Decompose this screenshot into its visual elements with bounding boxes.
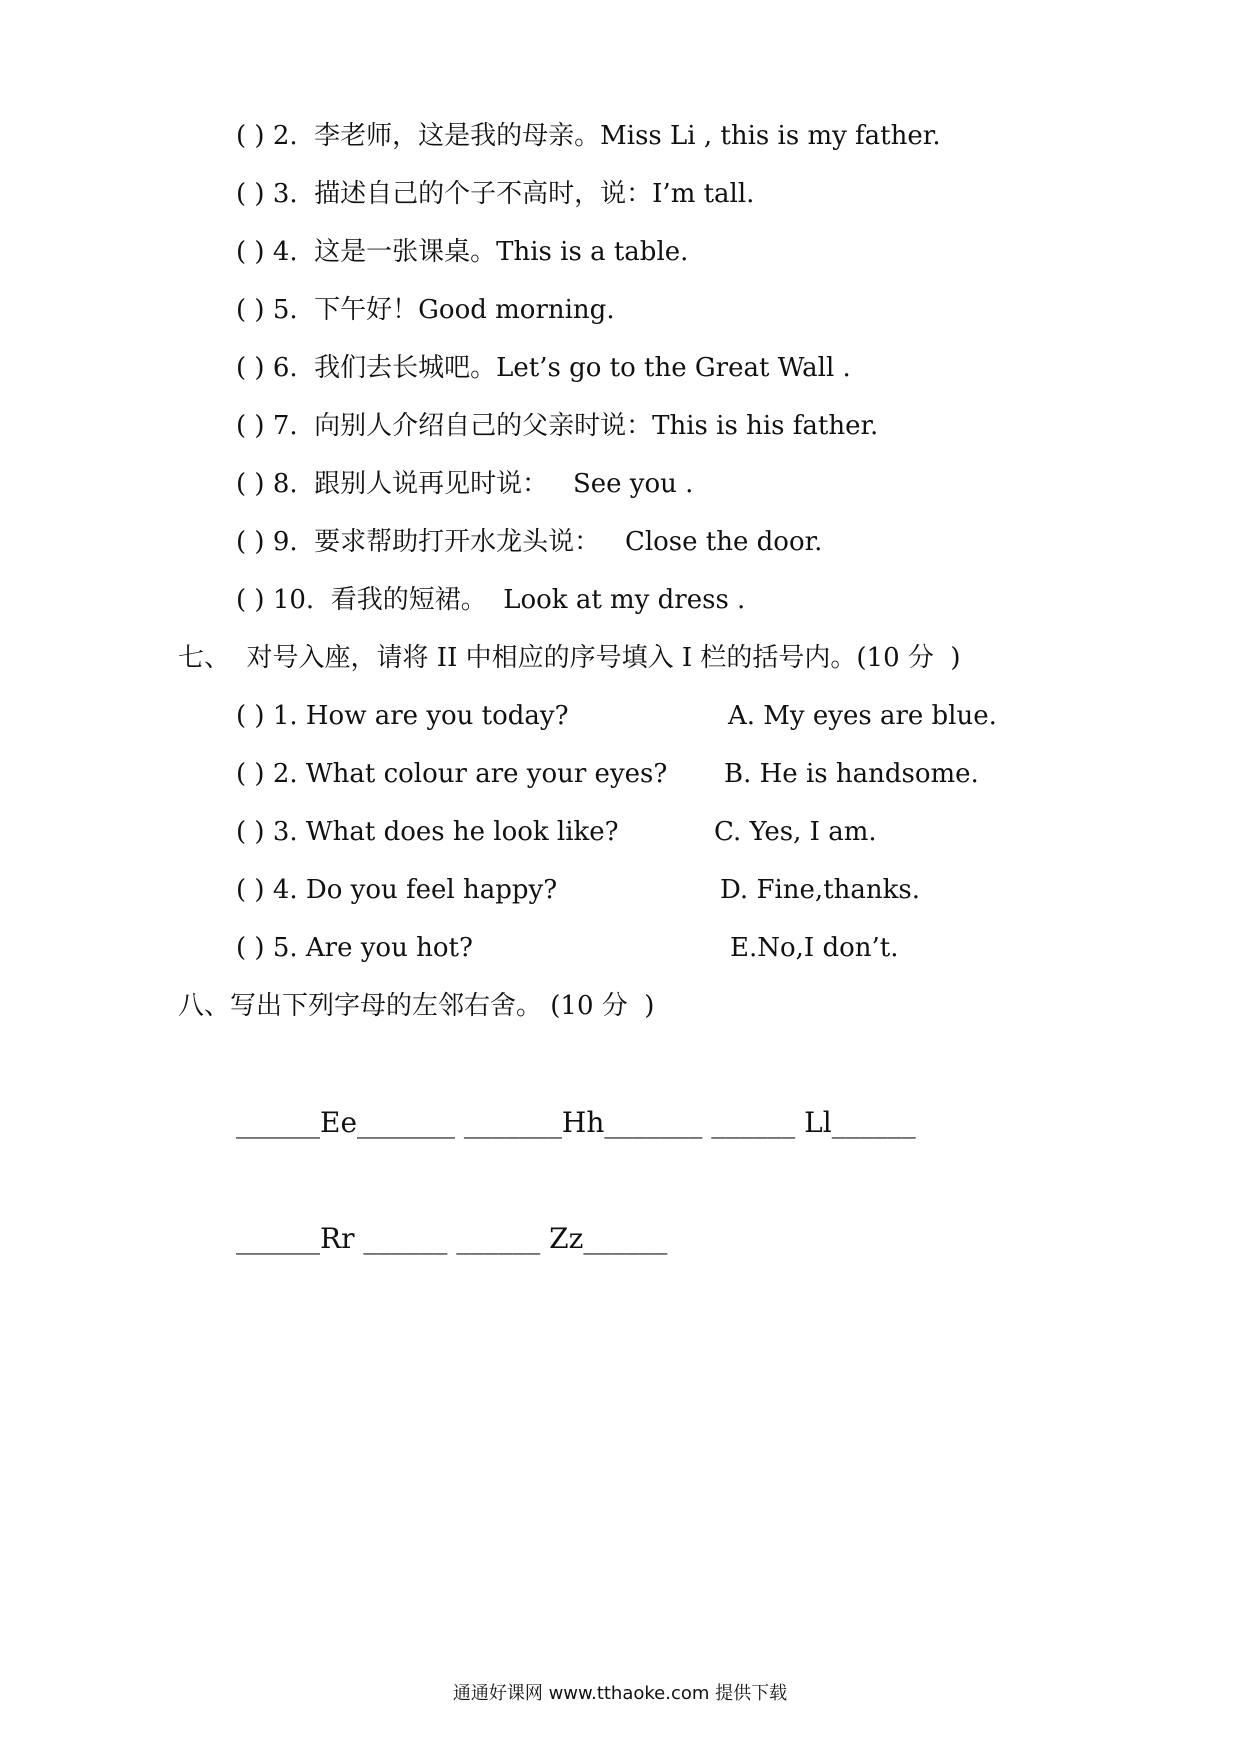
section7-answer-c: C. Yes, I am. bbox=[714, 817, 877, 847]
section6-item-8: ( ) 8. 跟别人说再见时说： See you . bbox=[236, 469, 694, 499]
section6-item-3: ( ) 3. 描述自己的个子不高时，说：I’m tall. bbox=[236, 179, 755, 209]
section6-item-6: ( ) 6. 我们去长城吧。Let’s go to the Great Wall . bbox=[236, 353, 851, 383]
section7-answer-e: E.No,I don’t. bbox=[730, 933, 899, 963]
section7-heading: 七、 对号入座，请将 II 中相应的序号填入 I 栏的括号内。(10 分 ) bbox=[178, 643, 961, 673]
section6-item-10: ( ) 10. 看我的短裙。 Look at my dress . bbox=[236, 585, 746, 615]
section7-answer-d: D. Fine,thanks. bbox=[720, 875, 921, 905]
section7-question-2: ( ) 2. What colour are your eyes? bbox=[236, 759, 668, 789]
section6-item-5: ( ) 5. 下午好！Good morning. bbox=[236, 295, 615, 325]
section7-answer-b: B. He is handsome. bbox=[724, 759, 979, 789]
section6-item-2: ( ) 2. 李老师，这是我的母亲。Miss Li , this is my father. bbox=[236, 121, 941, 151]
footer-watermark: 通通好课网 www.tthaoke.com 提供下载 bbox=[452, 1683, 788, 1704]
section7-question-5: ( ) 5. Are you hot? bbox=[236, 933, 473, 963]
letters-row-1: ______Ee_______ _______Hh_______ ______ Ll______ bbox=[236, 1106, 916, 1139]
section8-heading: 八、写出下列字母的左邻右舍。 (10 分 ) bbox=[178, 991, 655, 1021]
section7-answer-a: A. My eyes are blue. bbox=[728, 701, 997, 731]
section6-item-4: ( ) 4. 这是一张课桌。This is a table. bbox=[236, 237, 689, 267]
section7-question-3: ( ) 3. What does he look like? bbox=[236, 817, 619, 847]
section6-item-7: ( ) 7. 向别人介绍自己的父亲时说：This is his father. bbox=[236, 411, 879, 441]
section7-question-4: ( ) 4. Do you feel happy? bbox=[236, 875, 558, 905]
section7-question-1: ( ) 1. How are you today? bbox=[236, 701, 569, 731]
letters-row-2: ______Rr ______ ______ Zz______ bbox=[236, 1222, 668, 1255]
section6-item-9: ( ) 9. 要求帮助打开水龙头说： Close the door. bbox=[236, 527, 823, 557]
